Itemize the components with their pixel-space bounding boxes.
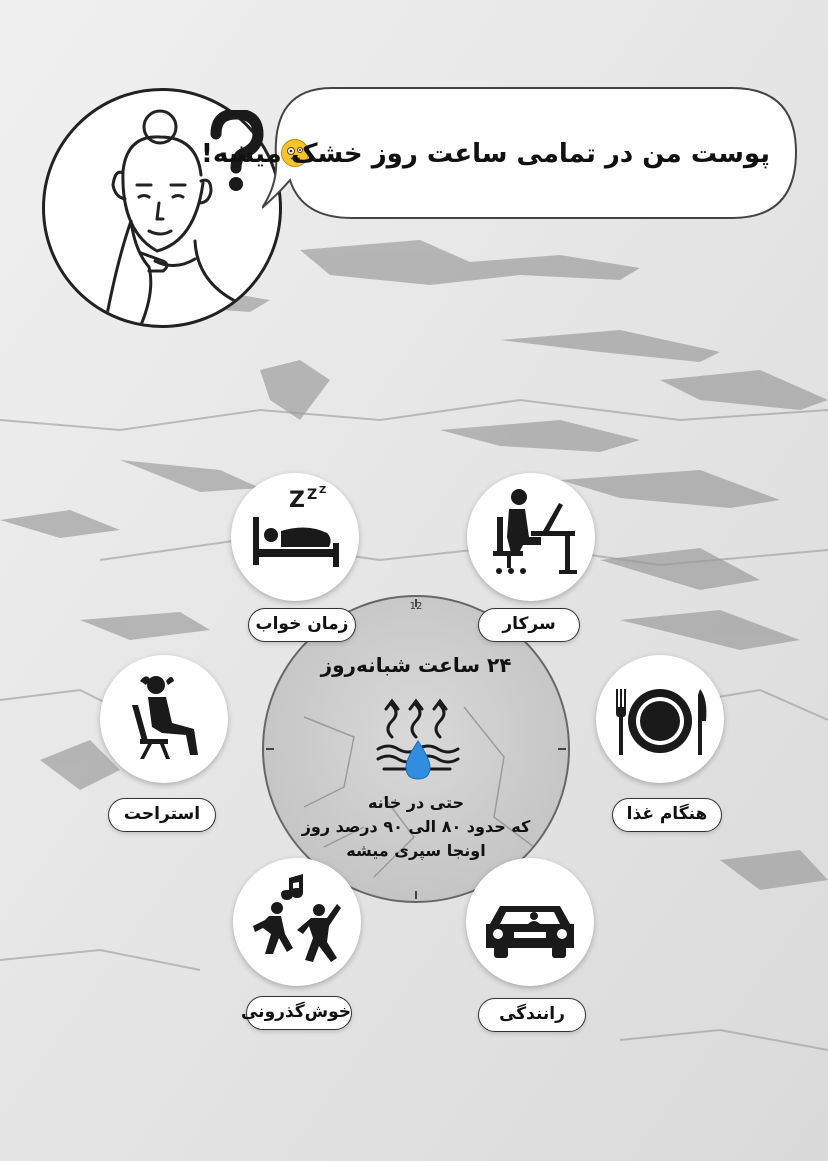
activity-rest — [100, 655, 228, 783]
activity-sleep-label: زمان خواب — [248, 608, 356, 642]
svg-text:Z: Z — [319, 485, 327, 496]
clock-caption-line-1: حتی در خانه — [367, 793, 465, 812]
activity-drive-label: رانندگی — [478, 998, 586, 1032]
speech-bubble-text: پوست من در تمامی ساعت روز خشک میشه! — [200, 139, 770, 169]
car-icon — [466, 858, 594, 986]
svg-text:Z: Z — [307, 487, 318, 503]
activity-rest-label: استراحت — [108, 798, 216, 832]
plate-cutlery-icon — [596, 655, 724, 783]
activity-sleep — [231, 473, 359, 601]
svg-text:Z: Z — [289, 488, 305, 513]
clock-caption-line-3: اونجا سپری میشه — [346, 841, 486, 860]
clock-hour-marker: 12 — [409, 601, 423, 612]
activity-fun — [233, 858, 361, 986]
humidity-waves-icon — [378, 701, 458, 779]
activity-drive — [466, 858, 594, 986]
clock-title: ۲۴ ساعت شبانه‌روز — [320, 653, 512, 677]
relaxing-chair-icon — [100, 655, 228, 783]
dancing-people-icon — [233, 858, 361, 986]
activity-work — [467, 473, 595, 601]
activity-fun-label: خوش‌گذرونی — [246, 996, 352, 1030]
activity-meal-label: هنگام غذا — [612, 798, 722, 832]
clock-caption-line-2: که حدود ۸۰ الی ۹۰ درصد روز — [301, 817, 531, 836]
activity-work-label: سرکار — [478, 608, 580, 642]
office-desk-icon — [467, 473, 595, 601]
sleeping-bed-icon — [231, 473, 359, 601]
activity-meal — [596, 655, 724, 783]
